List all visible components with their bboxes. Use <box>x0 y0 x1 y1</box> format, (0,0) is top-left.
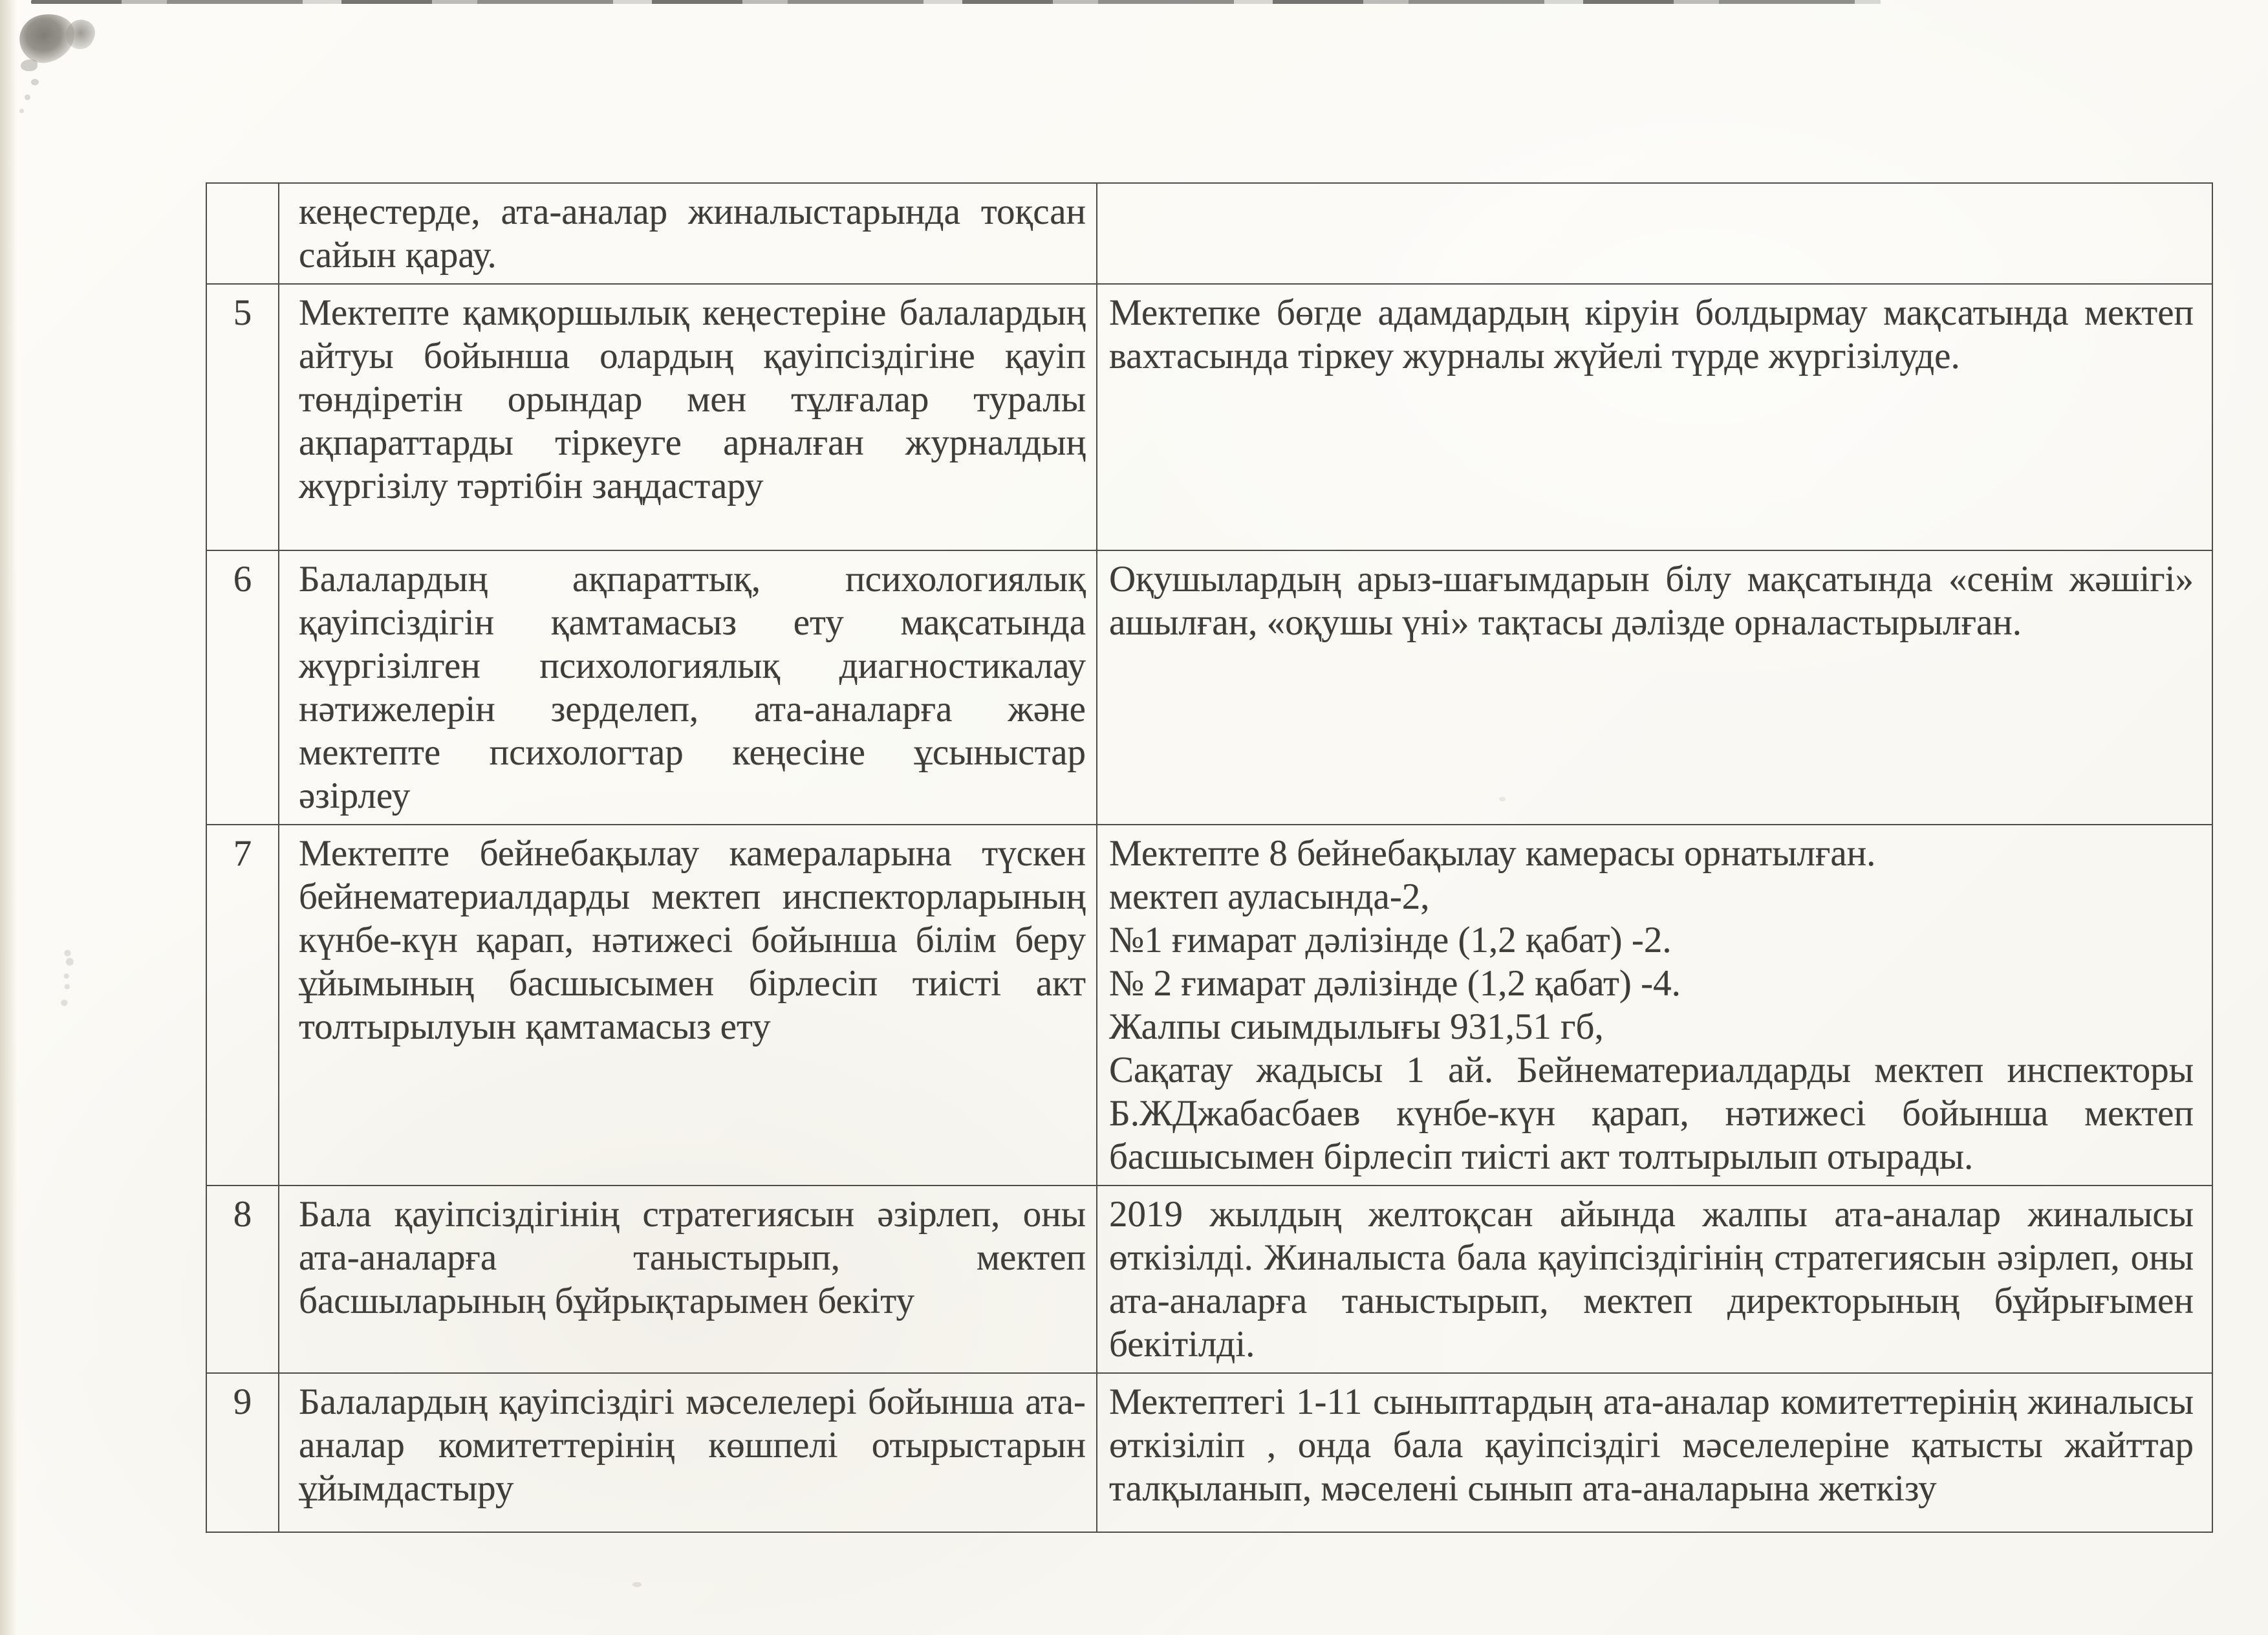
result-text: Оқушылардың арыз-шағымдарын білу мақсатында «сенім жәшігі» ашылған, «оқушы үні» тақтасы дәлізде орналастырылған. <box>1109 559 2194 643</box>
result-text: Сақатау жадысы 1 ай. Бейнематериалдарды мектеп инспекторы Б.ЖДжабасбаев күнбе-күн қарап, нәтижесі бойынша мектеп басшысымен бірлесіп тиісті акт толтырылып отырады. <box>1109 1050 2194 1177</box>
stain-speck <box>31 79 39 85</box>
task-cell <box>279 285 1097 551</box>
safety-measures-table <box>206 182 2213 1533</box>
table-row-7 <box>207 825 2212 1186</box>
result-text: Мектепке бөгде адамдардың кіруін болдырмау мақсатында мектеп вахтасында тіркеу журналы жүйелі түрде жүргізілуде. <box>1109 292 2194 376</box>
result-text: Мектепте 8 бейнебақылау камерасы орнатылған. <box>1109 833 1876 874</box>
result-cell <box>1097 285 2212 551</box>
result-cell <box>1097 551 2212 825</box>
margin-smudge <box>54 948 76 1010</box>
result-text: Жалпы сиымдылығы 931,51 гб, <box>1109 1006 1604 1047</box>
result-text: Мектептегі 1-11 сыныптардың ата-аналар комитеттерінің жиналысы өткізіліп , онда бала қауіпсіздігі мәселелеріне қатысты жайттар талқыланып, мәселені сынып ата-аналарына жеткізу <box>1109 1381 2194 1509</box>
stain-speck <box>25 94 30 100</box>
result-cell <box>1097 1374 2212 1532</box>
result-text: №1 ғимарат дәлізінде (1,2 қабат) -2. <box>1109 920 1672 960</box>
paper-speck <box>632 1582 642 1587</box>
task-cell <box>279 551 1097 825</box>
result-cell <box>1097 1186 2212 1374</box>
ink-stain <box>17 12 107 128</box>
table-row-6 <box>207 551 2212 825</box>
scan-top-edge-line <box>31 0 1881 4</box>
result-text: мектеп ауласында-2, <box>1109 876 1430 917</box>
task-text: Мектепте бейнебақылау камераларына түскен бейнематериалдарды мектеп инспекторларының күнбе-күн қарап, нәтижесі бойынша білім беру ұйымының басшысымен бірлесіп тиісті акт толтырылуын қамтамасыз ету <box>299 833 1086 1047</box>
result-cell <box>1097 825 2212 1186</box>
task-text: Бала қауіпсіздігінің стратегиясын әзірлеп, оны ата-аналарға таныстырып, мектеп басшыларының бұйрықтарымен бекіту <box>299 1194 1086 1321</box>
result-cell <box>1097 184 2212 285</box>
row-number-cell: 8 <box>207 1186 279 1374</box>
row-number-cell <box>207 184 279 285</box>
row-number-cell: 9 <box>207 1374 279 1532</box>
task-text: Балалардың қауіпсіздігі мәселелері бойынша ата-аналар комитеттерінің көшпелі отырыстарын ұйымдастыру <box>299 1381 1086 1509</box>
stain-speck <box>19 109 24 113</box>
stain-speck <box>21 60 38 71</box>
table-row-9 <box>207 1374 2212 1532</box>
row-number-cell: 7 <box>207 825 279 1186</box>
task-cell <box>279 825 1097 1186</box>
task-text: Мектепте қамқоршылық кеңестеріне балалардың айтуы бойынша олардың қауіпсіздігіне қауіп төндіретін орындар мен тұлғалар туралы ақпараттарды тіркеуге арналған журналдың жүргізілу тәртібін заңдастару <box>299 292 1086 506</box>
row-number-cell: 5 <box>207 285 279 551</box>
task-text: кеңестерде, ата-аналар жиналыстарында тоқсан сайын қарау. <box>299 191 1086 276</box>
result-text: № 2 ғимарат дәлізінде (1,2 қабат) -4. <box>1109 963 1681 1004</box>
task-text: Балалардың ақпараттық, психологиялық қауіпсіздігін қамтамасыз ету мақсатында жүргізілген психологиялық диагностикалау нәтижелерін зерделеп, ата-аналарға және мектепте психологтар кеңесіне ұсыныстар әзірлеу <box>299 559 1086 816</box>
task-cell <box>279 1374 1097 1532</box>
table-row-5 <box>207 285 2212 551</box>
row-number-cell: 6 <box>207 551 279 825</box>
table-row-continuation <box>207 184 2212 285</box>
table-row-8 <box>207 1186 2212 1374</box>
result-text: 2019 жылдың желтоқсан айында жалпы ата-аналар жиналысы өткізілді. Жиналыста бала қауіпсіздігінің стратегиясын әзірлеп, оны ата-аналарға таныстырып, мектеп директорының бұйрығымен бекітілді. <box>1109 1194 2194 1365</box>
task-cell <box>279 1186 1097 1374</box>
task-cell <box>279 184 1097 285</box>
scanner-edge-shadow <box>0 0 17 1635</box>
